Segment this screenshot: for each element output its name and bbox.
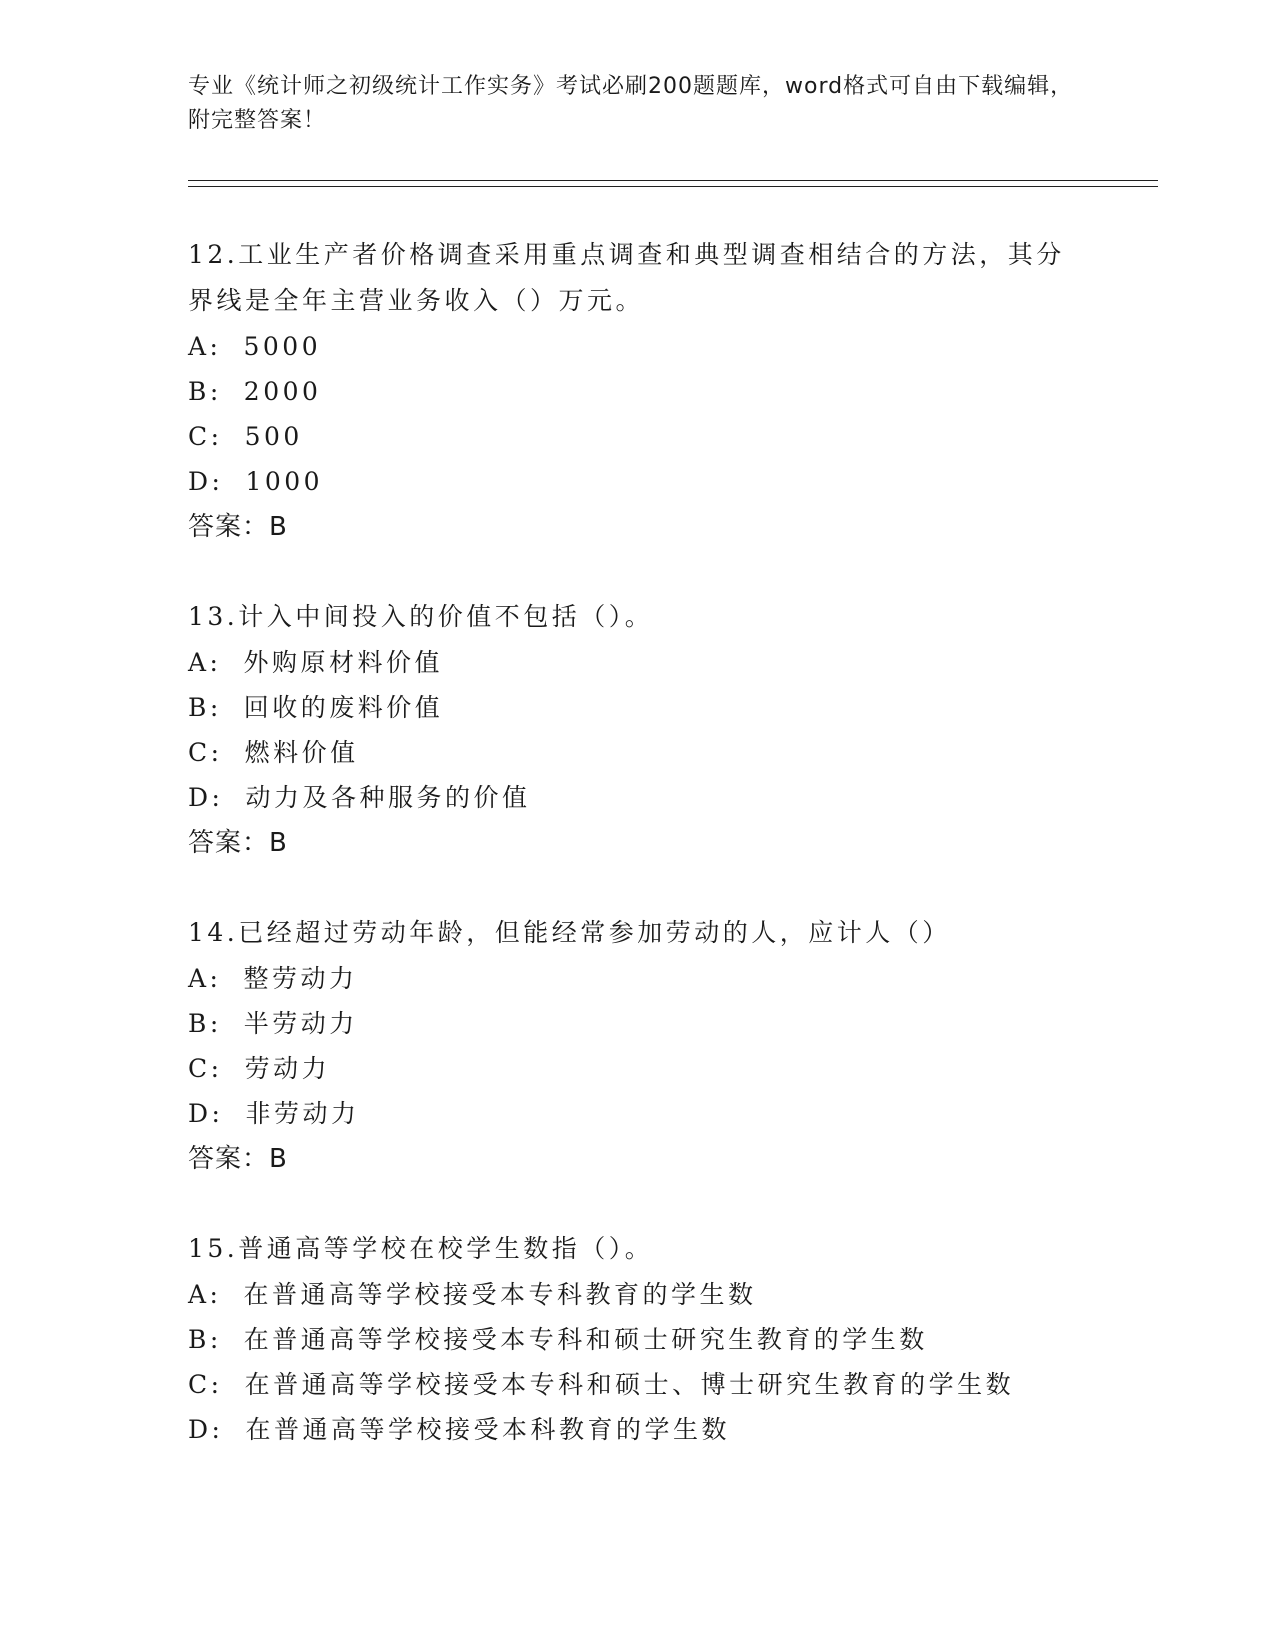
option-d <box>188 459 1088 504</box>
option-b <box>188 369 1088 414</box>
option-c <box>188 1362 1088 1407</box>
option-key: C: <box>188 1370 223 1399</box>
option-b <box>188 1001 1088 1046</box>
question-stem: 13.计入中间投入的价值不包括（）。 <box>188 602 654 631</box>
question-stem: 15.普通高等学校在校学生数指（）。 <box>188 1234 654 1263</box>
document-header <box>188 70 1088 138</box>
answer-line: 答案：B <box>188 512 288 542</box>
option-text: 在普通高等学校接受本专科教育的学生数 <box>243 1280 757 1309</box>
option-text: 非劳动力 <box>245 1099 360 1128</box>
option-text: 5000 <box>243 332 322 361</box>
option-c <box>188 730 1088 775</box>
option-b <box>188 685 1088 730</box>
option-key: B: <box>188 1325 222 1354</box>
option-key: A: <box>188 964 222 993</box>
option-text: 在普通高等学校接受本科教育的学生数 <box>245 1415 730 1444</box>
option-key: D: <box>188 1099 224 1128</box>
option-text: 外购原材料价值 <box>243 648 443 677</box>
option-a <box>188 1272 1088 1317</box>
option-text: 半劳动力 <box>243 1009 358 1038</box>
option-d <box>188 1091 1088 1136</box>
option-key: B: <box>188 693 222 722</box>
option-text: 在普通高等学校接受本专科和硕士研究生教育的学生数 <box>243 1325 928 1354</box>
option-key: D: <box>188 1415 224 1444</box>
option-text: 整劳动力 <box>243 964 358 993</box>
option-key: C: <box>188 1054 223 1083</box>
option-text: 燃料价值 <box>244 738 359 767</box>
option-a <box>188 324 1088 369</box>
option-b <box>188 1317 1088 1362</box>
option-key: A: <box>188 1280 222 1309</box>
question-stem: 12.工业生产者价格调查采用重点调查和典型调查相结合的方法，其分界线是全年主营业务收入（）万元。 <box>188 240 1065 315</box>
option-key: C: <box>188 422 223 451</box>
option-a <box>188 640 1088 685</box>
question-item <box>188 910 1088 1182</box>
question-list <box>188 232 1088 1496</box>
option-d <box>188 1407 1088 1452</box>
question-item <box>188 1226 1088 1452</box>
option-text: 2000 <box>243 377 322 406</box>
question-stem: 14.已经超过劳动年龄，但能经常参加劳动的人，应计人（） <box>188 918 951 947</box>
option-key: B: <box>188 1009 222 1038</box>
option-text: 1000 <box>245 467 324 496</box>
header-intro-text: 专业《统计师之初级统计工作实务》考试必刷200题题库，word格式可自由下载编辑，附完整答案！ <box>188 74 1074 133</box>
option-key: D: <box>188 467 224 496</box>
option-c <box>188 1046 1088 1091</box>
answer-line: 答案：B <box>188 1144 288 1174</box>
option-key: D: <box>188 783 224 812</box>
option-text: 在普通高等学校接受本专科和硕士、博士研究生教育的学生数 <box>244 1370 1015 1399</box>
option-text: 劳动力 <box>244 1054 331 1083</box>
option-key: C: <box>188 738 223 767</box>
option-text: 动力及各种服务的价值 <box>245 783 531 812</box>
header-divider-bottom <box>188 186 1158 187</box>
header-divider-top <box>188 180 1158 181</box>
option-text: 500 <box>244 422 303 451</box>
option-a <box>188 956 1088 1001</box>
question-item <box>188 594 1088 866</box>
option-c <box>188 414 1088 459</box>
option-d <box>188 775 1088 820</box>
option-key: A: <box>188 332 222 361</box>
option-key: A: <box>188 648 222 677</box>
question-item <box>188 232 1088 550</box>
option-key: B: <box>188 377 222 406</box>
answer-line: 答案：B <box>188 828 288 858</box>
option-text: 回收的废料价值 <box>243 693 444 722</box>
